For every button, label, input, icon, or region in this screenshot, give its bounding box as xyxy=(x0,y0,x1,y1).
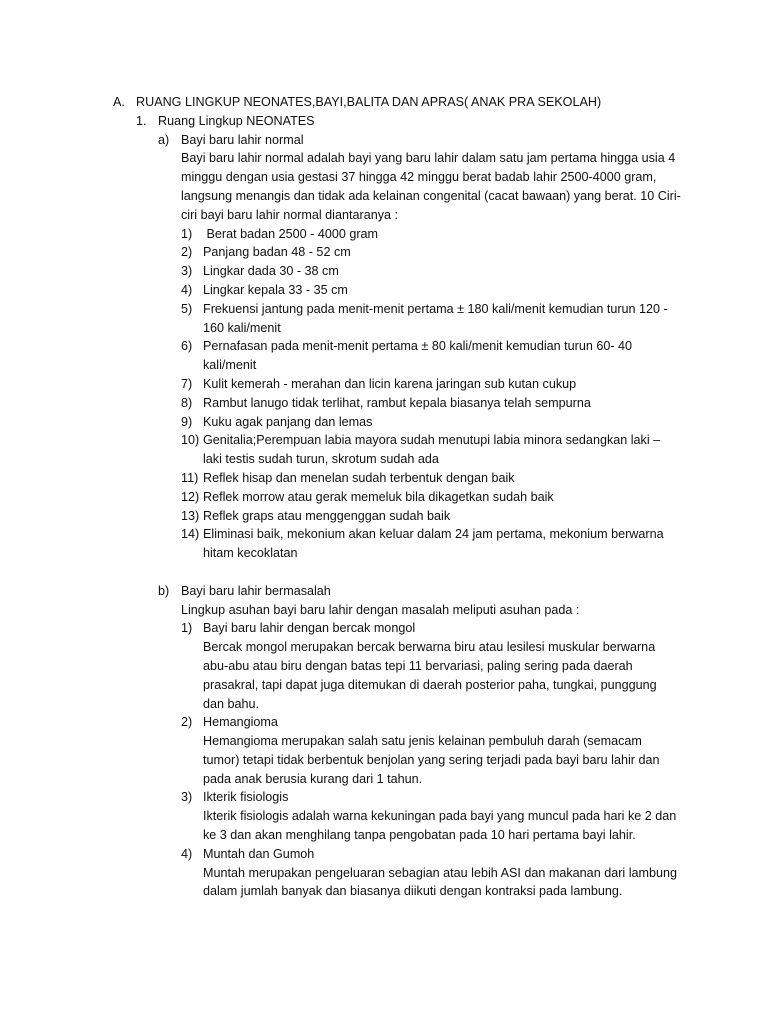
item-number: 2) xyxy=(181,245,193,260)
list-item xyxy=(0,262,768,281)
part-b-title: Bayi baru lahir bermasalah xyxy=(181,583,331,598)
part-a-title: Bayi baru lahir normal xyxy=(181,132,304,147)
item-number: 12) xyxy=(181,489,200,504)
item-number: 9) xyxy=(181,414,193,429)
list-item xyxy=(0,300,768,338)
document-page xyxy=(0,93,768,901)
item-number: 6) xyxy=(181,339,193,354)
list-item xyxy=(0,507,768,526)
item-text: Reflek graps atau menggenggan sudah baik xyxy=(203,508,451,523)
item-number: 4) xyxy=(181,282,193,297)
list-item xyxy=(0,788,768,807)
list-item xyxy=(0,525,768,563)
item-text: Lingkar dada 30 - 38 cm xyxy=(203,264,339,279)
list-item xyxy=(0,413,768,432)
item-text: Berat badan 2500 - 4000 gram xyxy=(203,226,379,241)
item-text: Panjang badan 48 - 52 cm xyxy=(203,245,351,260)
list-item xyxy=(0,225,768,244)
item-description: Bercak mongol merupakan bercak berwarna biru atau lesilesi muskular berwarna abu-abu atau biru dengan batas tepi 11 bervariasi, paling sering pada daerah prasakral, tapi dapat juga ditemukan di daerah posterior paha, tungkai, punggung dan bahu. xyxy=(203,640,657,711)
item-text: Pernafasan pada menit-menit pertama ± 80 kali/menit kemudian turun 60- 40 kali/menit xyxy=(203,339,633,373)
part-b-marker: b) xyxy=(158,583,170,598)
part-a-heading xyxy=(0,131,768,150)
item-text: Rambut lanugo tidak terlihat, rambut kepala biasanya telah sempurna xyxy=(203,395,591,410)
item-text: Lingkar kepala 33 - 35 cm xyxy=(203,282,348,297)
item-number: 11) xyxy=(181,470,199,485)
item-number: 4) xyxy=(181,846,193,861)
section-a-title: RUANG LINGKUP NEONATES,BAYI,BALITA DAN APRAS( ANAK PRA SEKOLAH) xyxy=(136,95,602,109)
list-item xyxy=(0,488,768,507)
list-item xyxy=(0,469,768,488)
item-number: 14) xyxy=(181,527,200,542)
subsection-1-heading xyxy=(0,112,768,131)
list-item xyxy=(0,713,768,732)
item-number: 1) xyxy=(181,621,193,636)
part-b-intro: Lingkup asuhan bayi baru lahir dengan masalah meliputi asuhan pada : xyxy=(181,602,580,617)
item-description: Ikterik fisiologis adalah warna kekuningan pada bayi yang muncul pada hari ke 2 dan ke 3 dan akan menghilang tanpa pengobatan pada 10 hari pertama bayi lahir. xyxy=(203,809,677,843)
item-description: Hemangioma merupakan salah satu jenis kelainan pembuluh darah (semacam tumor) tetapi tidak berbentuk benjolan yang sering terjadi pada bayi baru lahir dan pada anak berusia kurang dari 1 tahun. xyxy=(203,734,660,786)
item-description: Muntah merupakan pengeluaran sebagian atau lebih ASI dan makanan dari lambung dalam jumlah banyak dan biasanya diikuti dengan kontraksi pada lambung. xyxy=(203,865,677,899)
item-title: Muntah dan Gumoh xyxy=(203,846,315,861)
list-item xyxy=(0,845,768,864)
item-number: 3) xyxy=(181,790,193,805)
item-text: Kuku agak panjang dan lemas xyxy=(203,414,373,429)
item-number: 10) xyxy=(181,433,200,448)
item-number: 3) xyxy=(181,264,193,279)
item-text: Reflek morrow atau gerak memeluk bila dikagetkan sudah baik xyxy=(203,489,554,504)
spacer xyxy=(0,563,768,582)
list-item xyxy=(0,375,768,394)
item-text: Reflek hisap dan menelan sudah terbentuk dengan baik xyxy=(203,470,515,485)
section-a-marker: A. xyxy=(113,95,125,109)
item-number: 8) xyxy=(181,395,193,410)
part-a-intro: Bayi baru lahir normal adalah bayi yang baru lahir dalam satu jam pertama hingga usia 4 minggu dengan usia gestasi 37 hingga 42 minggu berat badab lahir 2500-4000 gram, langsung menangis dan tidak ada kelainan congenital (cacat bawaan) yang berat. 10 Ciri-ciri bayi baru lahir normal diantaranya : xyxy=(181,151,681,222)
subsection-1-title: Ruang Lingkup NEONATES xyxy=(158,113,315,128)
item-title: Ikterik fisiologis xyxy=(203,790,289,805)
list-item xyxy=(0,431,768,469)
item-number: 13) xyxy=(181,508,200,523)
item-text: Kulit kemerah - merahan dan licin karena jaringan sub kutan cukup xyxy=(203,376,577,391)
item-text: Frekuensi jantung pada menit-menit pertama ± 180 kali/menit kemudian turun 120 - 160 kali/menit xyxy=(203,301,668,335)
item-number: 7) xyxy=(181,376,193,391)
item-title: Bayi baru lahir dengan bercak mongol xyxy=(203,621,416,636)
list-item xyxy=(0,619,768,638)
list-item xyxy=(0,394,768,413)
item-number: 1) xyxy=(181,226,193,241)
part-a-marker: a) xyxy=(158,132,170,147)
item-title: Hemangioma xyxy=(203,715,278,730)
list-item xyxy=(0,337,768,375)
list-item xyxy=(0,243,768,262)
subsection-1-marker: 1. xyxy=(136,113,147,128)
item-number: 5) xyxy=(181,301,193,316)
part-b-heading xyxy=(0,582,768,601)
item-text: Genitalia;Perempuan labia mayora sudah menutupi labia minora sedangkan laki – laki testis sudah turun, skrotum sudah ada xyxy=(203,433,661,467)
list-item xyxy=(0,281,768,300)
section-a-heading xyxy=(0,93,768,112)
item-text: Eliminasi baik, mekonium akan keluar dalam 24 jam pertama, mekonium berwarna hitam kecoklatan xyxy=(203,527,664,561)
item-number: 2) xyxy=(181,715,193,730)
